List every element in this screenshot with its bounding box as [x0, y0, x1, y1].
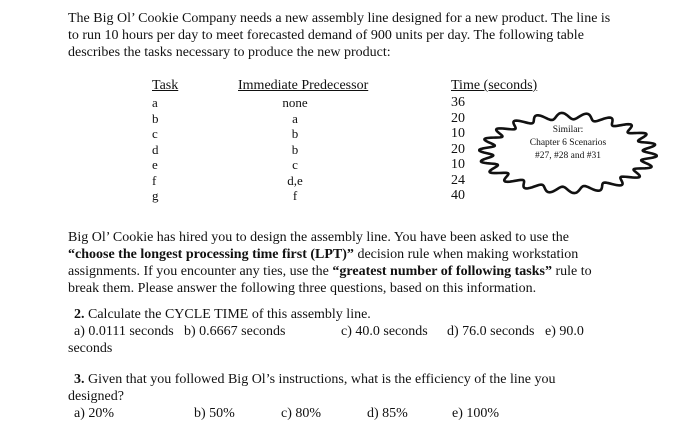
- callout-line: Chapter 6 Scenarios: [529, 138, 607, 148]
- rules-line: break them. Please answer the following three questions, based on this information.: [68, 281, 537, 296]
- predecessor-cell: d,e: [287, 172, 303, 188]
- task-cell: c: [152, 126, 158, 141]
- answer-option[interactable]: b) 50%: [194, 406, 235, 421]
- time-cell: 10: [451, 157, 465, 172]
- rules-paragraph: [68, 229, 592, 297]
- callout-text: [508, 124, 628, 163]
- callout-line: Similar:: [552, 125, 584, 135]
- task-column: [152, 95, 159, 204]
- predecessor-cell: a: [292, 110, 298, 126]
- answer-option[interactable]: b) 0.6667 seconds: [184, 324, 286, 339]
- header-time: Time (seconds): [451, 78, 538, 93]
- time-cell: 20: [451, 141, 465, 157]
- answer-option[interactable]: c) 40.0 seconds: [341, 324, 428, 339]
- predecessor-column: [250, 95, 340, 204]
- answer-option[interactable]: e) 100%: [452, 406, 500, 421]
- answer-option[interactable]: d) 76.0 seconds: [447, 324, 535, 339]
- predecessor-cell: f: [292, 188, 298, 203]
- predecessor-cell: b: [291, 141, 299, 157]
- answer-option[interactable]: a) 20%: [74, 406, 115, 421]
- rules-line: assignments. If you encounter any ties, use the “greatest number of following tasks” rule to: [68, 264, 592, 279]
- task-cell: e: [152, 157, 158, 172]
- task-cell: b: [152, 110, 159, 126]
- header-task: Task: [152, 78, 179, 93]
- header-predecessor: Immediate Predecessor: [238, 78, 369, 93]
- task-cell: a: [152, 95, 158, 110]
- callout-line: #27, #28 and #31: [535, 151, 601, 161]
- time-cell: 10: [451, 126, 465, 141]
- answer-option-wrap: seconds: [68, 341, 113, 356]
- time-cell: 36: [451, 95, 465, 110]
- intro-line: to run 10 hours per day to meet forecasted demand of 900 units per day. The following table: [68, 28, 584, 43]
- time-cell: 24: [451, 172, 465, 188]
- question-text: Given that you followed Big Ol’s instructions, what is the efficiency of the line you: [88, 372, 556, 387]
- task-cell: g: [152, 188, 159, 203]
- question-3: [74, 372, 556, 388]
- predecessor-cell: c: [292, 157, 298, 172]
- task-cell: d: [152, 141, 159, 157]
- question-number: 2.: [74, 307, 85, 322]
- predecessor-cell: b: [291, 126, 299, 141]
- intro-line: describes the tasks necessary to produce the new product:: [68, 45, 391, 60]
- answer-option[interactable]: a) 0.0111 seconds: [74, 324, 174, 339]
- time-cell: 20: [451, 110, 465, 126]
- answer-option[interactable]: d) 85%: [367, 406, 408, 421]
- intro-paragraph: [68, 10, 610, 61]
- question-text-continued: designed?: [68, 389, 124, 404]
- time-column: [451, 95, 465, 204]
- answer-option[interactable]: c) 80%: [281, 406, 322, 421]
- question-text: Calculate the CYCLE TIME of this assembly line.: [88, 307, 371, 322]
- question-2: [74, 307, 371, 323]
- task-cell: f: [152, 172, 157, 188]
- predecessor-cell: none: [282, 95, 308, 110]
- tie-rule-emphasis: “greatest number of following tasks”: [332, 264, 552, 279]
- lpt-rule-emphasis: “choose the longest processing time first (LPT)”: [68, 247, 354, 262]
- rules-line: “choose the longest processing time first (LPT)” decision rule when making workstation: [68, 247, 579, 262]
- intro-line: The Big Ol’ Cookie Company needs a new assembly line designed for a new product. The line is: [68, 11, 611, 26]
- answer-option[interactable]: e) 90.0: [545, 324, 584, 339]
- question-number: 3.: [74, 372, 85, 387]
- time-cell: 40: [451, 188, 465, 203]
- rules-line: Big Ol’ Cookie has hired you to design the assembly line. You have been asked to use the: [68, 230, 569, 245]
